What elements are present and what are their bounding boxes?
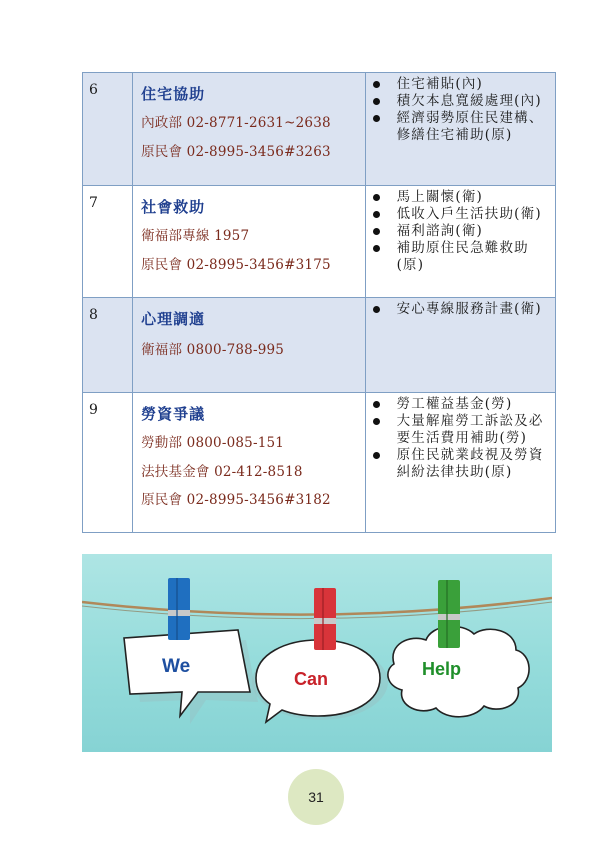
list-item: 積欠本息寬緩處理(內) — [366, 93, 551, 110]
list-item: 大量解雇勞工訴訟及必要生活費用補助(勞) — [366, 413, 551, 447]
contact-line: 原民會 02-8995-3456#3263 — [141, 143, 331, 160]
row-number: 7 — [89, 195, 98, 211]
table-row — [83, 298, 556, 393]
table-row — [83, 186, 556, 298]
row-number: 6 — [89, 82, 98, 98]
service-title: 住宅協助 — [141, 85, 206, 103]
service-title: 社會救助 — [141, 198, 206, 216]
service-title: 勞資爭議 — [141, 405, 206, 423]
table-row — [83, 393, 556, 533]
service-item-list — [366, 298, 555, 318]
page-number: 31 — [308, 789, 324, 805]
services-table — [82, 72, 556, 533]
service-item-list — [366, 393, 555, 481]
service-title: 心理調適 — [141, 310, 206, 328]
contact-line: 法扶基金會 02-412-8518 — [141, 463, 303, 480]
table-row — [83, 73, 556, 186]
list-item: 低收入戶生活扶助(衛) — [366, 206, 551, 223]
list-item: 福利諮詢(衛) — [366, 223, 551, 240]
service-item-list — [366, 186, 555, 274]
contact-line: 原民會 02-8995-3456#3175 — [141, 256, 331, 273]
blue-clothespin — [168, 578, 190, 640]
can-word: Can — [294, 669, 329, 689]
row-number: 9 — [89, 402, 98, 418]
list-item: 安心專線服務計畫(衛) — [366, 301, 551, 318]
contact-line: 內政部 02-8771-2631~2638 — [141, 115, 331, 131]
red-clothespin — [314, 588, 336, 650]
contact-line: 勞動部 0800-085-151 — [141, 435, 285, 451]
help-word: Help — [422, 659, 462, 679]
page-number-badge — [288, 769, 344, 825]
green-clothespin — [438, 580, 460, 648]
list-item: 住宅補貼(內) — [366, 76, 551, 93]
photo-illustration — [82, 554, 552, 752]
we-bubble — [124, 630, 258, 724]
we-can-help-photo — [82, 554, 552, 752]
we-word: We — [162, 656, 191, 677]
row-number: 8 — [89, 307, 98, 323]
list-item: 勞工權益基金(勞) — [366, 396, 551, 413]
contact-line: 衛福部專線 1957 — [141, 228, 250, 244]
can-bubble — [252, 640, 388, 722]
list-item: 原住民就業歧視及勞資糾紛法律扶助(原) — [366, 447, 551, 481]
list-item: 馬上關懷(衛) — [366, 189, 551, 206]
service-item-list — [366, 73, 555, 144]
contact-line: 衛福部 0800-788-995 — [141, 342, 285, 358]
list-item: 補助原住民急難救助(原) — [366, 240, 551, 274]
contact-line: 原民會 02-8995-3456#3182 — [141, 492, 331, 508]
list-item: 經濟弱勢原住民建構、修繕住宅補助(原) — [366, 110, 551, 144]
